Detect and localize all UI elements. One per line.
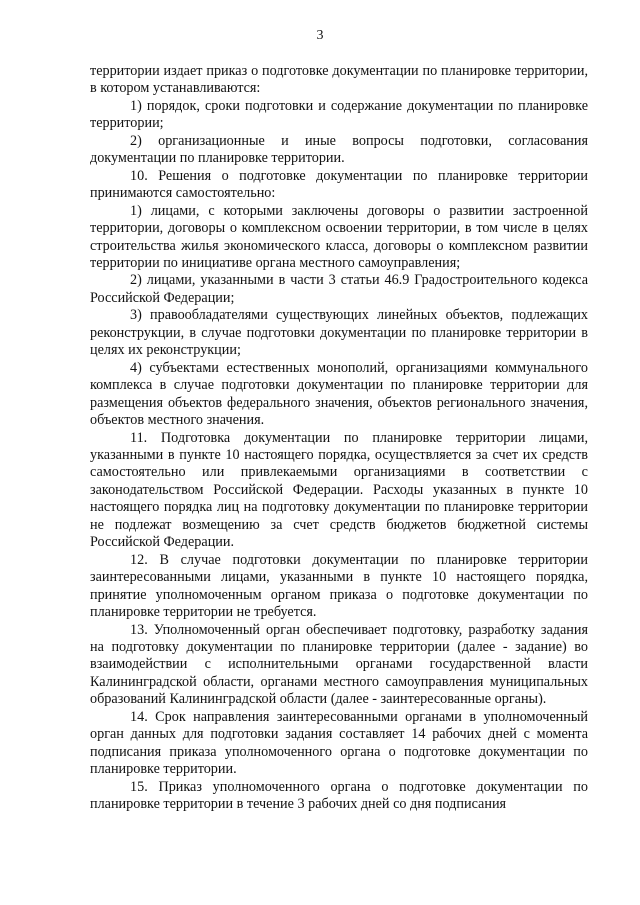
paragraph-clause-13: 13. Уполномоченный орган обеспечивает подготовку, разработку задания на подготовку документации по планировке территории (далее - задание) во взаимодействии с исполнительными органами государственной власти Калининградской области, органами местного самоуправления муниципальных образований Калининградской области (далее - заинтересованные органы). xyxy=(90,621,588,708)
paragraph-clause-15: 15. Приказ уполномоченного органа о подготовке документации по планировке территории в течение 3 рабочих дней со дня подписания xyxy=(90,778,588,813)
paragraph-clause-10-item-1: 1) лицами, с которыми заключены договоры о развитии застроенной территории, договоры о комплексном освоении территории, в том числе в целях строительства жилья экономического класса, договоры о комплексном развитии территории по инициативе органа местного самоуправления; xyxy=(90,202,588,271)
paragraph-clause-10-item-3: 3) правообладателями существующих линейных объектов, подлежащих реконструкции, в случае подготовки документации по планировке территории в целях их реконструкции; xyxy=(90,307,588,359)
paragraph-clause-11: 11. Подготовка документации по планировке территории лицами, указанными в пункте 10 настоящего порядка, осуществляется за счет их средств самостоятельно или привлекаемыми организациями в соответствии с законодательством Российской Федерации. Расходы указанных в пункте 10 настоящего порядка лиц на подготовку документации по планировке территории не подлежат возмещению за счет средств бюджетов бюджетной системы Российской Федерации. xyxy=(90,429,588,551)
document-body xyxy=(90,63,588,813)
paragraph-continuation: территории издает приказ о подготовке документации по планировке территории, в котором устанавливаются: xyxy=(90,63,588,97)
paragraph-list-item-1: 1) порядок, сроки подготовки и содержание документации по планировке территории; xyxy=(90,97,588,132)
paragraph-clause-10-item-4: 4) субъектами естественных монополий, организациями коммунального комплекса в случае подготовки документации по планировке территории для размещения объектов федерального значения, объектов регионального значения, объектов местного значения. xyxy=(90,359,588,429)
paragraph-list-item-2: 2) организационные и иные вопросы подготовки, согласования документации по планировке территории. xyxy=(90,132,588,167)
paragraph-clause-10-item-2: 2) лицами, указанными в части 3 статьи 46.9 Градостроительного кодекса Российской Федерации; xyxy=(90,272,588,306)
paragraph-clause-12: 12. В случае подготовки документации по планировке территории заинтересованными лицами, указанными в пункте 10 настоящего порядка, принятие уполномоченным органом приказа о подготовке документации по планировке территории не требуется. xyxy=(90,551,588,621)
paragraph-clause-14: 14. Срок направления заинтересованными органами в уполномоченный орган данных для подготовки задания составляет 14 рабочих дней с момента подписания приказа уполномоченного органа о подготовке документации по планировке территории. xyxy=(90,708,588,778)
page-number: 3 xyxy=(316,28,324,43)
paragraph-clause-10: 10. Решения о подготовке документации по планировке территории принимаются самостоятельно: xyxy=(90,167,588,202)
